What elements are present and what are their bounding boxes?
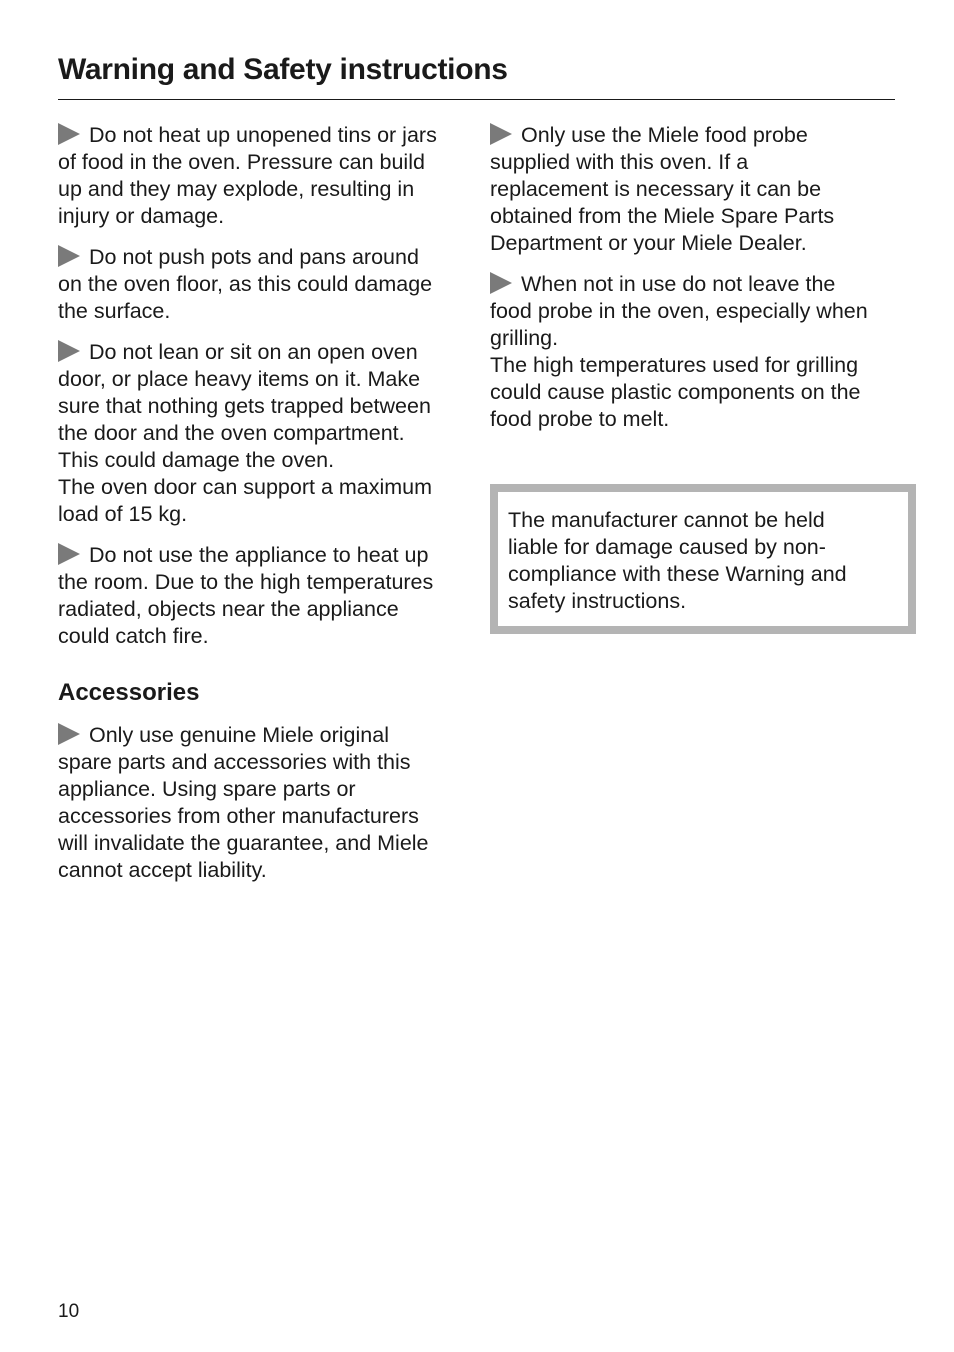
page-title: Warning and Safety instructions: [58, 53, 508, 86]
item-text: Department or your Miele Dealer.: [490, 231, 807, 255]
page-number: 10: [58, 1301, 80, 1322]
item-text: obtained from the Miele Spare Parts: [490, 204, 835, 228]
item-text: food probe in the oven, especially when: [490, 299, 868, 323]
triangle-right-icon: [490, 123, 512, 145]
triangle-right-icon: [58, 340, 80, 362]
item-text: will invalidate the guarantee, and Miele: [58, 831, 429, 855]
item-text: The high temperatures used for grilling: [490, 353, 859, 377]
liability-notice-box: [490, 484, 916, 634]
item-text: appliance. Using spare parts or: [58, 777, 356, 801]
item-text: Only use genuine Miele original: [89, 723, 389, 747]
left-column: [58, 122, 468, 898]
safety-item-oven-door: [58, 339, 468, 528]
item-text: The oven door can support a maximum: [58, 475, 433, 499]
item-text: door, or place heavy items on it. Make: [58, 367, 421, 391]
right-column: [490, 122, 900, 447]
item-text: Do not heat up unopened tins or jars: [89, 123, 437, 147]
item-text: could cause plastic components on the: [490, 380, 861, 404]
item-text: Only use the Miele food probe: [521, 123, 808, 147]
safety-item-heat-room: [58, 542, 468, 650]
accessories-heading: Accessories: [58, 679, 200, 706]
item-text: the room. Due to the high temperatures: [58, 570, 434, 594]
item-text: replacement is necessary it can be: [490, 177, 822, 201]
item-text: could catch fire.: [58, 624, 209, 648]
accessories-item-genuine-parts: [58, 722, 468, 884]
item-text: This could damage the oven.: [58, 448, 335, 472]
notice-text: The manufacturer cannot be held: [508, 508, 825, 532]
safety-item-probe-grilling: [490, 271, 900, 433]
item-text: the door and the oven compartment.: [58, 421, 405, 445]
item-text: of food in the oven. Pressure can build: [58, 150, 425, 174]
item-text: supplied with this oven. If a: [490, 150, 749, 174]
item-text: load of 15 kg.: [58, 502, 188, 526]
item-text: up and they may explode, resulting in: [58, 177, 415, 201]
triangle-right-icon: [58, 123, 80, 145]
item-text: Do not lean or sit on an open oven: [89, 340, 418, 364]
item-text: spare parts and accessories with this: [58, 750, 411, 774]
safety-item-unopened-tins: [58, 122, 468, 230]
triangle-right-icon: [58, 245, 80, 267]
safety-item-food-probe: [490, 122, 900, 257]
triangle-right-icon: [58, 543, 80, 565]
notice-text: liable for damage caused by non-: [508, 535, 826, 559]
notice-text: safety instructions.: [508, 589, 687, 613]
item-text: Do not use the appliance to heat up: [89, 543, 429, 567]
item-text: Do not push pots and pans around: [89, 245, 419, 269]
title-divider: [58, 99, 895, 100]
notice-text: compliance with these Warning and: [508, 562, 847, 586]
item-text: cannot accept liability.: [58, 858, 267, 882]
item-text: sure that nothing gets trapped between: [58, 394, 431, 418]
item-text: food probe to melt.: [490, 407, 670, 431]
triangle-right-icon: [490, 272, 512, 294]
safety-item-oven-floor: [58, 244, 468, 325]
item-text: grilling.: [490, 326, 559, 350]
item-text: the surface.: [58, 299, 171, 323]
item-text: injury or damage.: [58, 204, 225, 228]
item-text: accessories from other manufacturers: [58, 804, 419, 828]
item-text: When not in use do not leave the: [521, 272, 836, 296]
item-text: on the oven floor, as this could damage: [58, 272, 433, 296]
triangle-right-icon: [58, 723, 80, 745]
item-text: radiated, objects near the appliance: [58, 597, 399, 621]
